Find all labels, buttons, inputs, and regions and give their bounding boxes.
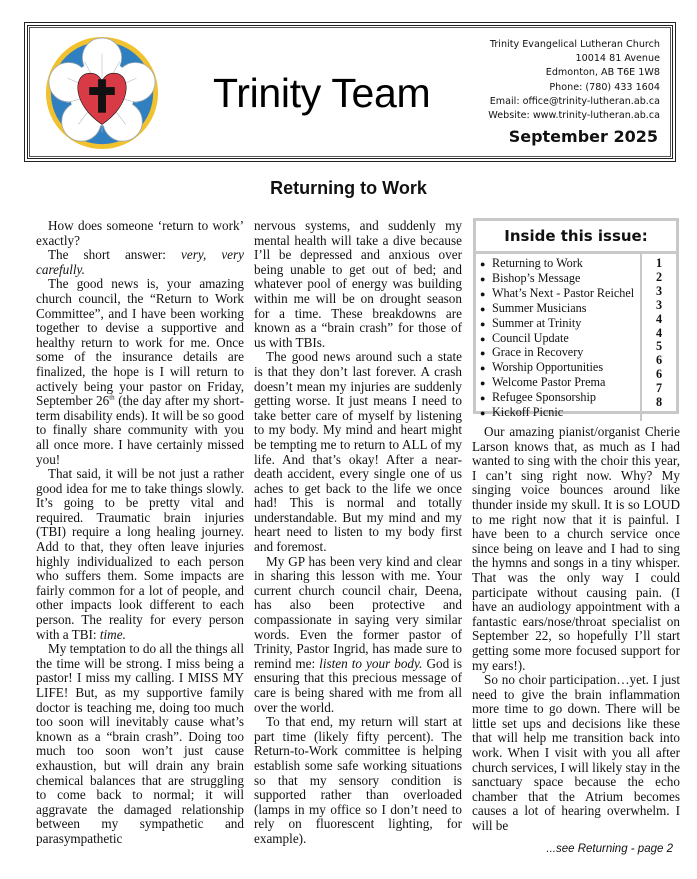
toc-page-number: 7 [655,381,663,396]
luther-rose-logo-icon [43,34,161,152]
paragraph: The good news around such a state is that they don’t last forever. A crash doesn’t mean my injuries are suddenly getting worse. It just means I need to take better care of myself by listening to my body. My mind and heart might be tempting me to return to ALL of my life. And that’s okay! After a near-death accident, every single one of us aches to get back to the life we once had! This is normal and totally understandable. But my mind and my heart need to listen to my body first and foremost. [254,349,462,555]
paragraph: nervous systems, and suddenly my mental health will take a dive because I’ll be depressed and anxious over being unable to get out of bed; and whatever pool of energy was building within me will be on drought season for a time. These breakdowns are known as a “brain crash” for those of us with TBIs. [254,218,462,350]
toc-page-number: 4 [655,325,663,340]
toc-item[interactable]: ● Grace in Recovery [480,345,584,360]
toc-page-number: 2 [655,269,663,284]
bullet-icon: ● [480,288,486,299]
bullet-icon: ● [480,393,486,404]
toc-heading: Inside this issue: [476,221,676,254]
issue-date: September 2025 [508,127,658,146]
church-name: Trinity Evangelical Lutheran Church [489,39,660,50]
toc-page-number: 8 [655,395,663,410]
paragraph: My GP has been very kind and clear in sharing this lesson with me. Your current church council chair, Deena, has also been protective and compassionate in saying very similar words. Even the former pastor of Trinity, Pastor Ingrid, has made sure to remind me: listen to your body. God is ensuring that this precious message of care is being shared with me from all over the world. [254,553,462,715]
newsletter-title: Trinity Team [213,70,431,116]
bullet-icon: ● [480,303,486,314]
continued-on-link[interactable]: ...see Returning - page 2 [546,843,673,855]
toc-item[interactable]: ● Returning to Work [480,256,583,270]
address-line-1: 10014 81 Avenue [575,53,660,65]
article-column-1 [36,219,244,847]
website-link[interactable]: Website: www.trinity-lutheran.ab.ca [488,110,660,122]
bullet-icon: ● [480,259,486,269]
masthead [24,22,676,162]
paragraph: That said, it will be not just a rather good idea for me to take things slowly. It’s going to be pretty vital and required. Traumatic brain injuries (TBI) require a long healing journey. Add to that, they often leave injuries highly individualized to each person who suffers them. Some impacts are fairly common for a lot of people, and other impacts look different to each person. The reality for every person with a TBI: time. [36,466,244,642]
paragraph: Our amazing pianist/organist Cherie Larson knows that, as much as I had wanted to sing with the choir this year, I can’t sing right now. Why? My singing voice bounces around like thunder inside my skull. It is so LOUD to me right now that it is painful. I have been to a church service once since being on leave and I had to sing the hymns and songs in a tiny whisper. That was the only way I could participate without causing pain. (I have an audiology appointment with a fantastic ears/nose/throat specialist on September 22, so hopefully I’ll start getting some more focused support for my ears!). [472,424,680,673]
article-column-2 [254,219,462,847]
email-link[interactable]: Email: office@trinity-lutheran.ab.ca [489,95,660,107]
toc-item[interactable]: ● Welcome Pastor Prema [480,375,606,390]
toc-page-number: 4 [655,311,663,326]
toc-item[interactable]: ● Refugee Sponsorship [480,390,596,405]
inside-this-issue-box [473,218,679,420]
address-line-2: Edmonton, AB T6E 1W8 [545,67,660,79]
bullet-icon: ● [480,273,486,284]
toc-item[interactable]: ● Council Update [480,330,569,345]
article-headline: Returning to Work [270,178,427,198]
toc-item[interactable]: ● Summer at Trinity [480,315,582,330]
paragraph: The good news is, your amazing church council, the “Return to Work Committee”, and I have been working together to devise a supportive and healthy return to work for me. Once some of the insurance details are finalized, the hope is I will return to actively being your pastor on Friday, September 26th (the day after my short-term disability ends). It will be so good to finally share community with you all once more. I have certainly missed you! [36,276,244,467]
paragraph: How does someone ‘return to work’ exactly? [36,218,244,248]
toc-page-number: 3 [655,283,663,298]
toc-item[interactable]: ● Summer Musicians [480,300,587,315]
paragraph: My temptation to do all the things all the time will be strong. I miss being a pastor! I miss my calling. I MISS MY LIFE! But, as my supportive family doctor is teaching me, doing too much too soon will inevitably cause what’s known as a “brain crash”. Doing too much too soon won’t just cause exhaustion, but will drain any brain chemical balances that are struggling to come back to normal; it will aggravate the damaged relationship between my sympathetic and parasympathetic [36,641,244,846]
toc-page-number: 1 [655,256,663,270]
toc-item[interactable]: ● What’s Next - Pastor Reichel [480,285,635,300]
toc-titles [476,254,642,421]
bullet-icon: ● [480,378,486,389]
bullet-icon: ● [480,348,486,359]
bullet-icon: ● [480,363,486,374]
bullet-icon: ● [480,408,486,419]
bullet-icon: ● [480,318,486,329]
bullet-icon: ● [480,333,486,344]
toc-item[interactable]: ● Worship Opportunities [480,360,604,375]
phone: Phone: (780) 433 1604 [549,81,660,93]
paragraph: To that end, my return will start at part time (likely fifty percent). The Return-to-Work committee is helping establish some safe working situations so that my sensory condition is supported rather than overloaded (lamps in my office so I don’t need to rely on fluorescent lighting, for example). [254,714,462,846]
toc-item[interactable]: ● Kickoff Picnic [480,405,564,420]
article-column-3 [472,425,680,834]
toc-pages [642,254,676,421]
toc-page-number: 3 [655,297,663,312]
toc-item[interactable]: ● Bishop’s Message [480,270,581,285]
toc-page-number: 5 [655,339,663,354]
toc-page-number: 6 [655,367,663,382]
contact-block [488,38,660,123]
toc-page-number: 6 [655,353,663,368]
paragraph: So no choir participation…yet. I just need to give the brain inflammation more time to go down. There will be little set ups and decisions like these that will help me transition back into work. When I visit with you all after church services, I will likely stay in the sanctuary space because the echo chamber that the Atrium becomes causes a lot of hearing overwhelm. I will be [472,672,680,834]
paragraph: The short answer: very, very carefully. [36,247,245,277]
